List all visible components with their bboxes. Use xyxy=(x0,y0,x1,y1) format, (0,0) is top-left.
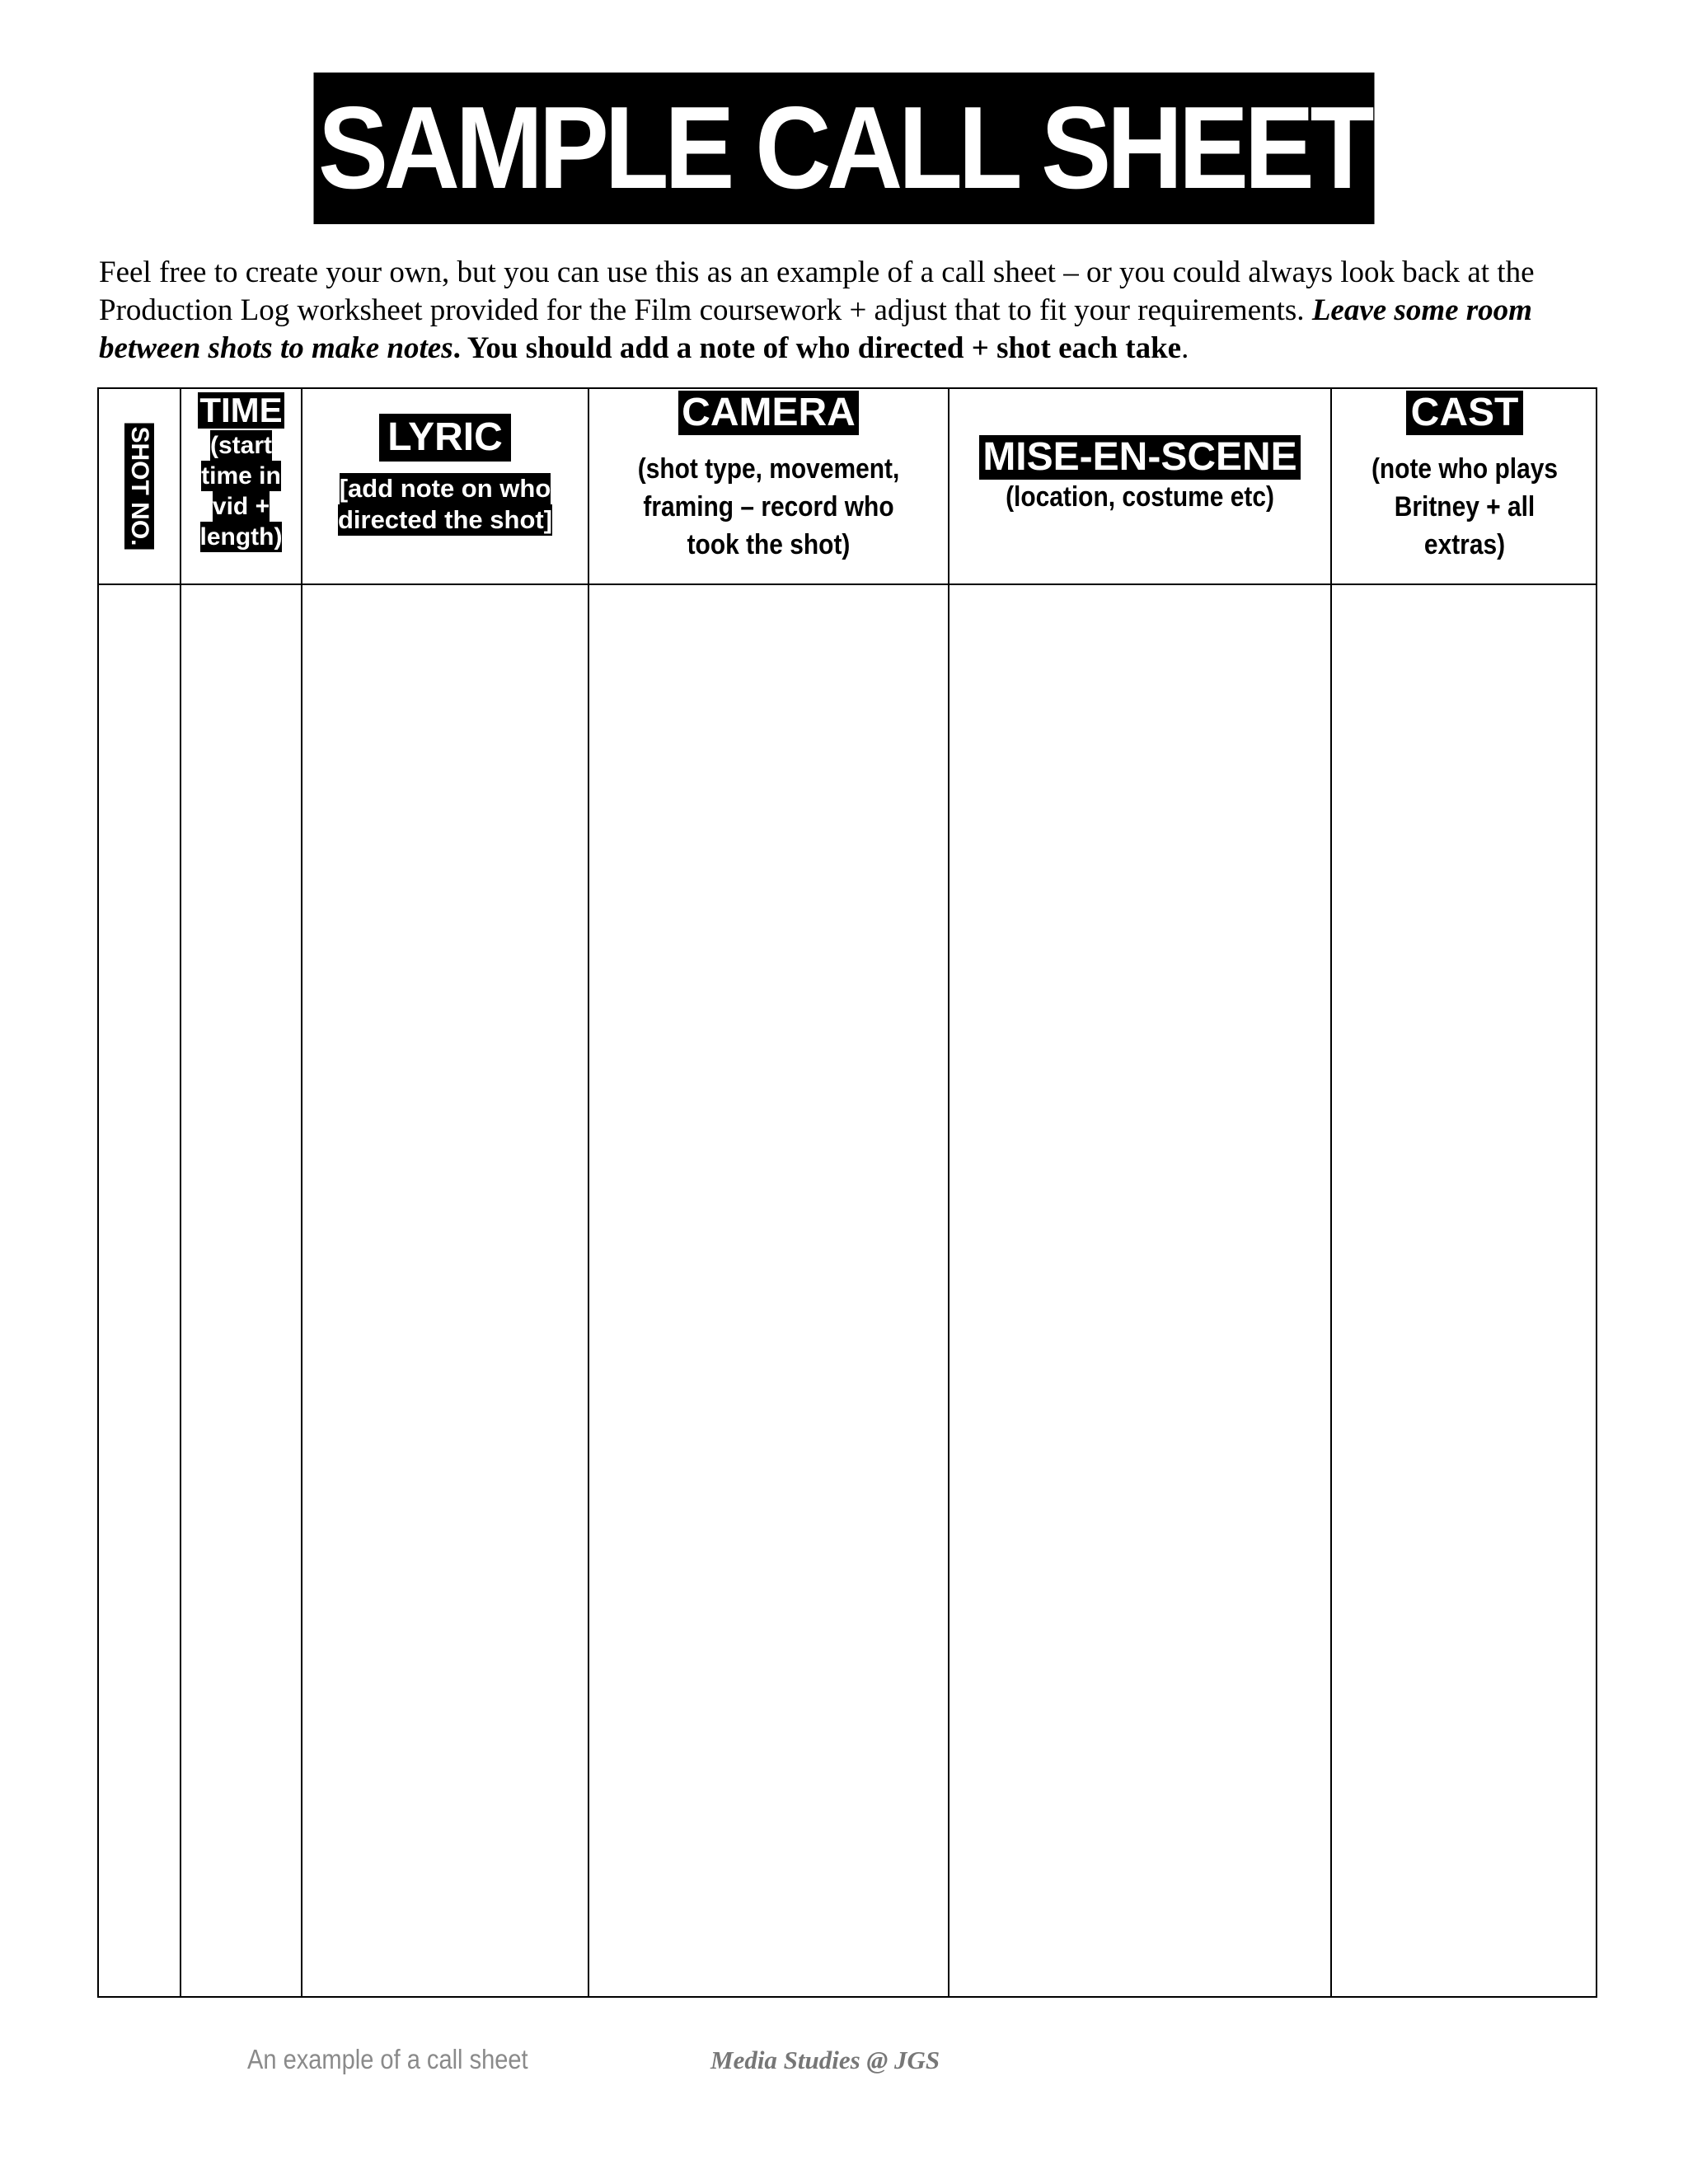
cast-sub-2: Britney + all xyxy=(1394,491,1536,523)
column-divider xyxy=(948,389,950,1996)
intro-text: Feel free to create your own, but you can use this as an example of a call sheet – or you could always look back at the Production Log worksheet provided for the Film coursework + adjust that to fit your requirements. xyxy=(99,255,1535,327)
lyric-sub-1: [add note on who xyxy=(339,474,551,503)
shot-no-label: SHOT NO. xyxy=(124,423,154,549)
mise-label: MISE-EN-SCENE xyxy=(979,435,1300,480)
mise-sub-1: (location, costume etc) xyxy=(1006,481,1274,513)
page-title: SAMPLE CALL SHEET xyxy=(313,73,1374,224)
header-shot-no xyxy=(99,389,180,583)
header-camera xyxy=(589,389,948,583)
call-sheet-table xyxy=(97,387,1597,1998)
cast-sub-3: extras) xyxy=(1423,529,1506,560)
intro-paragraph xyxy=(99,254,1582,368)
header-divider xyxy=(99,583,1596,585)
title-wrap xyxy=(0,73,1688,224)
time-sub-3: vid + xyxy=(212,493,270,520)
camera-sub-2: framing – record who xyxy=(643,491,894,523)
column-divider xyxy=(301,389,302,1996)
lyric-sub-2: directed the shot] xyxy=(337,505,553,534)
cast-label: CAST xyxy=(1406,391,1524,435)
intro-bold-instruction: . You should add a note of who directed + shot each take xyxy=(452,331,1182,365)
intro-end: . xyxy=(1181,331,1189,365)
footer-caption: An example of a call sheet xyxy=(247,2044,528,2074)
footer-credit: Media Studies @ JGS xyxy=(710,2046,940,2074)
intro-emphasis: Leave some room between shots to make notes xyxy=(99,293,1532,365)
header-time xyxy=(181,389,301,583)
header-mise-en-scene xyxy=(950,389,1330,583)
camera-label: CAMERA xyxy=(678,391,859,435)
column-divider xyxy=(180,389,181,1996)
cast-sub-1: (note who plays xyxy=(1371,453,1559,485)
time-sub-1: (start xyxy=(209,432,272,459)
header-lyric xyxy=(302,389,588,583)
time-sub-2: time in xyxy=(201,462,281,490)
time-sub-4: length) xyxy=(199,523,283,551)
lyric-label: LYRIC xyxy=(379,414,511,462)
camera-sub-3: took the shot) xyxy=(687,529,851,560)
camera-sub-1: (shot type, movement, xyxy=(637,453,900,485)
time-label: TIME xyxy=(199,391,283,429)
header-cast xyxy=(1332,389,1597,583)
column-divider xyxy=(588,389,589,1996)
column-divider xyxy=(1330,389,1332,1996)
